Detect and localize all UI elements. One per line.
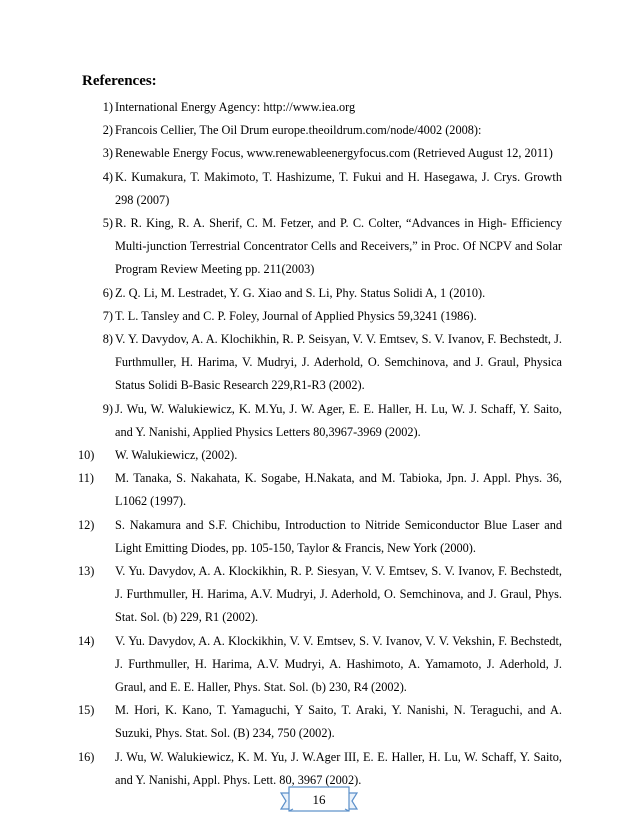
reference-item (82, 212, 562, 282)
reference-item (82, 282, 562, 305)
reference-number: 6) (102, 285, 113, 300)
reference-text: M. Tanaka, S. Nakahata, K. Sogabe, H.Nakata, and M. Tabioka, Jpn. J. Appl. Phys. 36, L1062 (1997). (115, 471, 562, 509)
reference-number: 13) (78, 564, 95, 579)
reference-text: Renewable Energy Focus, www.renewableenergyfocus.com (Retrieved August 12, 2011) (115, 146, 553, 161)
reference-item (82, 328, 562, 398)
reference-text: S. Nakamura and S.F. Chichibu, Introduction to Nitride Semiconductor Blue Laser and Light Emitting Diodes, pp. 105-150, Taylor & Francis, New York (2000). (115, 517, 562, 555)
reference-number: 5) (102, 216, 113, 231)
reference-number: 8) (102, 332, 113, 347)
reference-item (82, 398, 562, 444)
reference-text: K. Kumakura, T. Makimoto, T. Hashizume, T. Fukui and H. Hasegawa, J. Crys. Growth 298 (2007) (115, 169, 562, 207)
page-number: 16 (312, 792, 326, 807)
page-number-badge (279, 785, 359, 815)
reference-item (82, 119, 562, 142)
reference-number: 16) (78, 749, 95, 764)
reference-item (82, 96, 562, 119)
reference-number: 14) (78, 633, 95, 648)
reference-text: J. Wu, W. Walukiewicz, K. M.Yu, J. W. Ager, E. E. Haller, H. Lu, W. J. Schaff, Y. Saito, and Y. Nanishi, Applied Physics Letters 80,3967-3969 (2002). (115, 401, 562, 439)
reference-item (78, 630, 562, 700)
references-heading: References: (82, 73, 157, 89)
reference-number: 11) (78, 471, 94, 486)
references-list (78, 96, 562, 792)
reference-text: V. Yu. Davydov, A. A. Klockikhin, V. V. Emtsev, S. V. Ivanov, V. V. Vekshin, F. Bechstedt, J. Furthmuller, H. Harima, A.V. Mudryi, A. Hashimoto, A. Yamamoto, J. Aderhold, J. Graul, and E. E. Haller, Phys. Stat. Sol. (b) 230, R4 (2002). (115, 633, 562, 695)
reference-number: 7) (102, 308, 113, 323)
reference-item (78, 699, 562, 745)
reference-text: J. Wu, W. Walukiewicz, K. M. Yu, J. W.Ager III, E. E. Haller, H. Lu, W. Schaff, Y. Saito, and Y. Nanishi, Appl. Phys. Lett. 80, 3967 (2002). (115, 749, 562, 787)
reference-text: M. Hori, K. Kano, T. Yamaguchi, Y Saito, T. Araki, Y. Nanishi, N. Teraguchi, and A. Suzuki, Phys. Stat. Sol. (B) 234, 750 (2002). (115, 703, 562, 741)
reference-text: R. R. King, R. A. Sherif, C. M. Fetzer, and P. C. Colter, “Advances in High- Efficiency Multi-junction Terrestrial Concentrator Cells and Receivers,” in Proc. Of NCPV and Solar Program Review Meeting pp. 211(2003) (115, 216, 562, 277)
reference-text: V. Y. Davydov, A. A. Klochikhin, R. P. Seisyan, V. V. Emtsev, S. V. Ivanov, F. Bechstedt, J. Furthmuller, H. Harima, V. Mudryi, J. Aderhold, O. Semchinova, and J. Graul, Physica Status Solidi B-Basic Research 229,R1-R3 (2002). (115, 332, 562, 393)
reference-item (82, 166, 562, 212)
reference-item (78, 467, 562, 513)
reference-number: 2) (102, 123, 113, 138)
reference-text: V. Yu. Davydov, A. A. Klockikhin, R. P. Siesyan, V. V. Emtsev, S. V. Ivanov, F. Bechstedt, J. Furthmuller, H. Harima, A.V. Mudryi, J. Aderhold, O. Semchinova, and J. Graul, Phys. Stat. Sol. (b) 229, R1 (2002). (115, 564, 562, 625)
reference-item (78, 444, 562, 467)
reference-number: 1) (102, 100, 113, 114)
reference-item (82, 305, 562, 328)
reference-number: 12) (78, 517, 95, 532)
reference-text: T. L. Tansley and C. P. Foley, Journal of Applied Physics 59,3241 (1986). (115, 308, 477, 323)
reference-text: Z. Q. Li, M. Lestradet, Y. G. Xiao and S. Li, Phy. Status Solidi A, 1 (2010). (115, 285, 486, 300)
reference-item (78, 514, 562, 560)
reference-number: 9) (102, 401, 113, 416)
reference-number: 10) (78, 448, 95, 463)
reference-text: W. Walukiewicz, (2002). (115, 448, 238, 463)
reference-number: 15) (78, 703, 95, 718)
reference-item (78, 560, 562, 630)
reference-text: International Energy Agency: http://www.iea.org (115, 100, 356, 114)
reference-item (82, 142, 562, 165)
reference-number: 3) (102, 146, 113, 161)
reference-text: Francois Cellier, The Oil Drum europe.theoildrum.com/node/4002 (2008): (115, 123, 482, 138)
reference-number: 4) (102, 169, 113, 184)
